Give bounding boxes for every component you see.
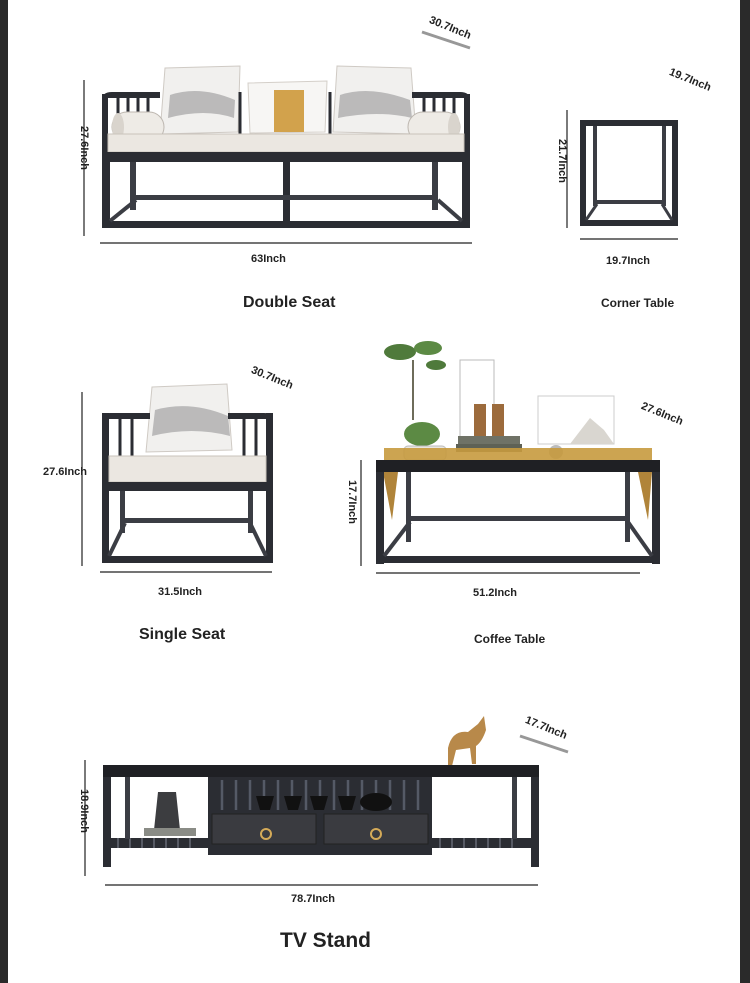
pillow-accent [274, 90, 304, 132]
corner-table-width-label: 19.7Inch [606, 255, 651, 267]
coffee-table-depth-label: 27.6Inch [639, 400, 685, 428]
double-seat-title: Double Seat [243, 294, 336, 311]
tv-stand-width-label: 78.7Inch [291, 893, 336, 905]
tv-stand-image [103, 716, 539, 867]
corner-table-image [580, 120, 678, 226]
coffee-table-width-label: 51.2Inch [473, 587, 518, 599]
corner-table-depth-label: 19.7Inch [667, 66, 713, 94]
single-seat-height-label: 27.6Inch [43, 466, 88, 478]
tv-stand-height-label: 18.9Inch [78, 788, 91, 834]
double-seat-height-label: 27.6Inch [78, 125, 91, 171]
coffee-table-title: Coffee Table [474, 632, 546, 646]
tv-stand-title: TV Stand [280, 929, 372, 952]
single-seat-image [102, 384, 273, 563]
double-seat-image [102, 66, 470, 228]
single-seat-depth-label: 30.7Inch [249, 364, 295, 392]
coffee-table-image [376, 341, 660, 564]
single-seat-title: Single Seat [139, 626, 226, 643]
single-seat-width-label: 31.5Inch [158, 586, 203, 598]
corner-table-title: Corner Table [601, 296, 675, 310]
coffee-table-height-label: 17.7Inch [346, 479, 359, 525]
double-seat-width-label: 63Inch [251, 253, 286, 265]
double-seat-depth-label: 30.7Inch [427, 14, 473, 42]
corner-table-height-label: 21.7Inch [556, 138, 569, 184]
tv-stand-depth-label: 17.7Inch [523, 714, 569, 742]
